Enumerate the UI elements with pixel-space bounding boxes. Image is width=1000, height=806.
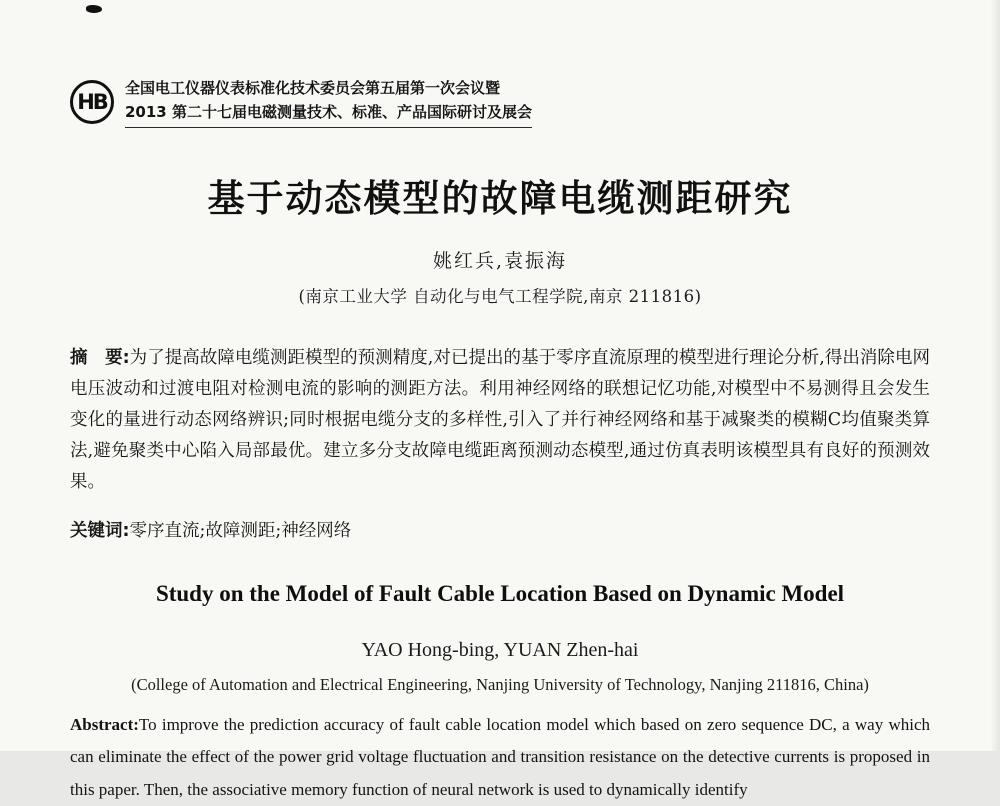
abstract-text-english: To improve the prediction accuracy of fault cable location model which based on zero sequence DC, a way which can eliminate the effect of the power grid voltage fluctuation and transition resistance on the detective currents is proposed in this paper. Then, the associative memory function of neural network is used to dynamically identify	[70, 715, 930, 799]
authors-english: YAO Hong-bing, YUAN Zhen-hai	[70, 639, 930, 662]
keywords-chinese	[70, 516, 930, 547]
abstract-label-english: Abstract:	[70, 715, 139, 734]
authors-chinese: 姚红兵,袁振海	[70, 246, 930, 273]
abstract-english	[70, 709, 930, 806]
abstract-text-chinese: 为了提高故障电缆测距模型的预测精度,对已提出的基于零序直流原理的模型进行理论分析,得出消除电网电压波动和过渡电阻对检测电流的影响的测距方法。利用神经网络的联想记忆功能,对模型中不易测得且会发生变化的量进行动态网络辨识;同时根据电缆分支的多样性,引入了并行神经网络和基于减聚类的模糊C均值聚类算法,避免聚类中心陷入局部最优。建立多分支故障电缆距离预测动态模型,通过仿真表明该模型具有良好的预测效果。	[70, 348, 930, 492]
keywords-text-chinese: 零序直流;故障测距;神经网络	[130, 521, 352, 541]
paper-title-chinese: 基于动态模型的故障电缆测距研究	[70, 168, 930, 222]
conference-banner-text	[125, 76, 532, 128]
affiliation-english: (College of Automation and Electrical Engineering, Nanjing University of Technology, Nanjing 211816, China)	[70, 675, 930, 695]
paper-title-english: Study on the Model of Fault Cable Location Based on Dynamic Model	[70, 581, 930, 607]
scan-smudge-artifact	[86, 5, 102, 13]
abstract-label-chinese: 摘 要:	[70, 348, 130, 368]
conference-line1: 全国电工仪器仪表标准化技术委员会第五届第一次会议暨	[125, 76, 532, 100]
affiliation-chinese: (南京工业大学 自动化与电气工程学院,南京 211816)	[70, 283, 930, 307]
abstract-chinese	[70, 343, 930, 498]
conference-line2: 2013 第二十七届电磁测量技术、标准、产品国际研讨及展会	[125, 100, 532, 128]
scan-edge-shadow	[990, 0, 1000, 751]
conference-logo-icon: HB	[70, 80, 114, 124]
keywords-label-chinese: 关键词:	[70, 521, 130, 541]
conference-header	[70, 76, 930, 128]
